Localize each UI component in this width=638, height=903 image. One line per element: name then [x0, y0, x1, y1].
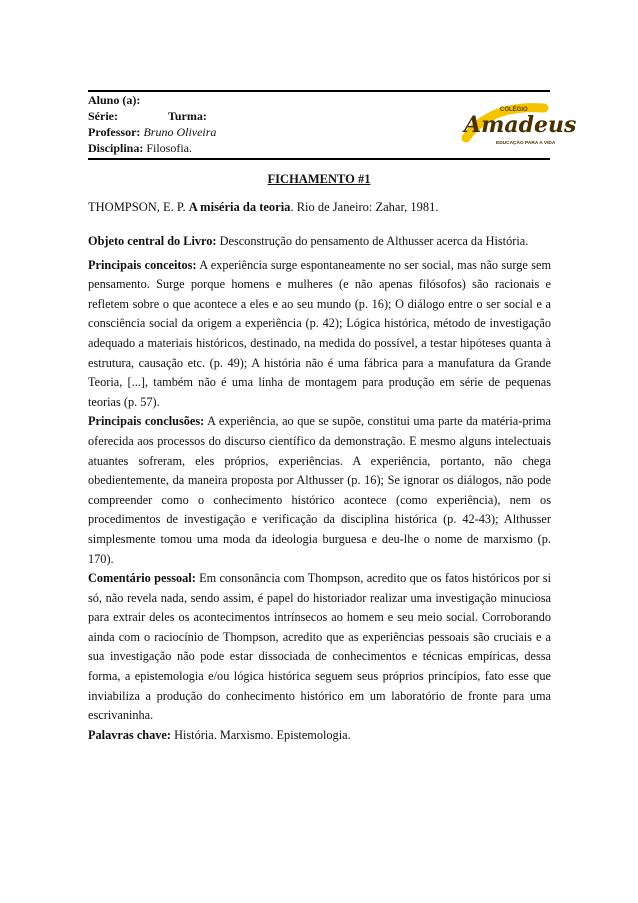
bibliographic-reference [88, 200, 439, 215]
logo-top-text: COLÉGIO [500, 107, 528, 113]
turma-label: Turma: [167, 109, 207, 123]
objeto-label: Objeto central do Livro: [88, 234, 217, 248]
section-conceitos [88, 256, 551, 413]
header-block [88, 90, 577, 160]
section-comentario [88, 569, 551, 726]
professor-label: Professor: [88, 125, 141, 139]
disciplina-value: Filosofia. [146, 141, 193, 155]
section-palavras [88, 726, 551, 746]
disciplina-label: Disciplina: [88, 141, 144, 155]
ref-rest: . Rio de Janeiro: Zahar, 1981. [290, 200, 439, 214]
logo-brand: Amadeus [464, 112, 577, 138]
objeto-text: Desconstrução do pensamento de Althusser acerca da História. [216, 234, 529, 248]
conclusoes-label: Principais conclusões: [88, 414, 205, 429]
comentario-label: Comentário pessoal: [88, 571, 196, 586]
palavras-label: Palavras chave: [88, 727, 171, 742]
conclusoes-text: A experiência, ao que se supõe, constitui uma parte da matéria-prima oferecida aos processos do discurso científico da demonstração. E mesmo alguns intelectuais atuantes sofreram, eles próprios, experiências. A experiência, portanto, não chega obedientemente, da maneira proposta por Althusser (p. 16); Se ignorar os diálogos, não pode compreender como o conhecimento histórico acontece (como experiência), nem os procedimentos de investigação e verificação da disciplina histórica (p. 42-43); Althusser simplesmente tomou uma moda da ideologia burguesa e deu-lhe o nome de marxismo (p. 170). [88, 414, 552, 566]
document-body [88, 232, 551, 745]
section-conclusoes [88, 412, 551, 569]
serie-label: Série: [88, 109, 118, 123]
logo-tagline: EDUCAÇÃO PARA A VIDA [496, 141, 556, 146]
section-objeto [88, 232, 551, 252]
school-logo [460, 98, 577, 150]
palavras-text: História. Marxismo. Epistemologia. [171, 727, 351, 742]
aluno-label: Aluno (a): [88, 93, 141, 107]
conceitos-label: Principais conceitos: [88, 257, 197, 272]
ref-book-title: A miséria da teoria [188, 200, 291, 214]
page-title: FICHAMENTO #1 [267, 172, 371, 186]
conceitos-text: A experiência surge espontaneamente no ser social, mas não surge sem pensamento. Surge porque homens e mulheres (e não apenas filósofos) são racionais e refletem sobre o que acontece a eles e ao seu mundo (p. 16); O diálogo entre o ser social e a consciência social da origem a experiência (p. 42); Lógica histórica, método de investigação adequado a materiais históricos, destinado, na medida do possível, a testar hipóteses quanta à estrutura, causação etc. (p. 49); A história não é uma fábrica para a manufatura da Grande Teoria, [...], também não é uma linha de montagem para produção em série de pequenas teorias (p. 57). [88, 257, 552, 409]
comentario-text: Em consonância com Thompson, acredito que os fatos históricos por si só, não revela nada, sendo assim, é papel do historiador realizar uma investigação minuciosa para extrair deles os acontecimentos intrínsecos ao homem e seu meio social. Corroborando ainda com o raciocínio de Thompson, acredito que as experiências pessoais são cruciais e a sua investigação não pode estar dissociada de conhecimentos e técnicas empíricas, dessa forma, a epistemologia e/ou lógica histórica seguem seus próprios princípios, fato esse que inviabiliza a produção do conhecimento histórico em um laboratório de fronte para uma escrivaninha. [88, 571, 551, 723]
professor-value: Bruno Oliveira [143, 125, 217, 139]
ref-author: THOMPSON, E. P. [88, 200, 186, 214]
